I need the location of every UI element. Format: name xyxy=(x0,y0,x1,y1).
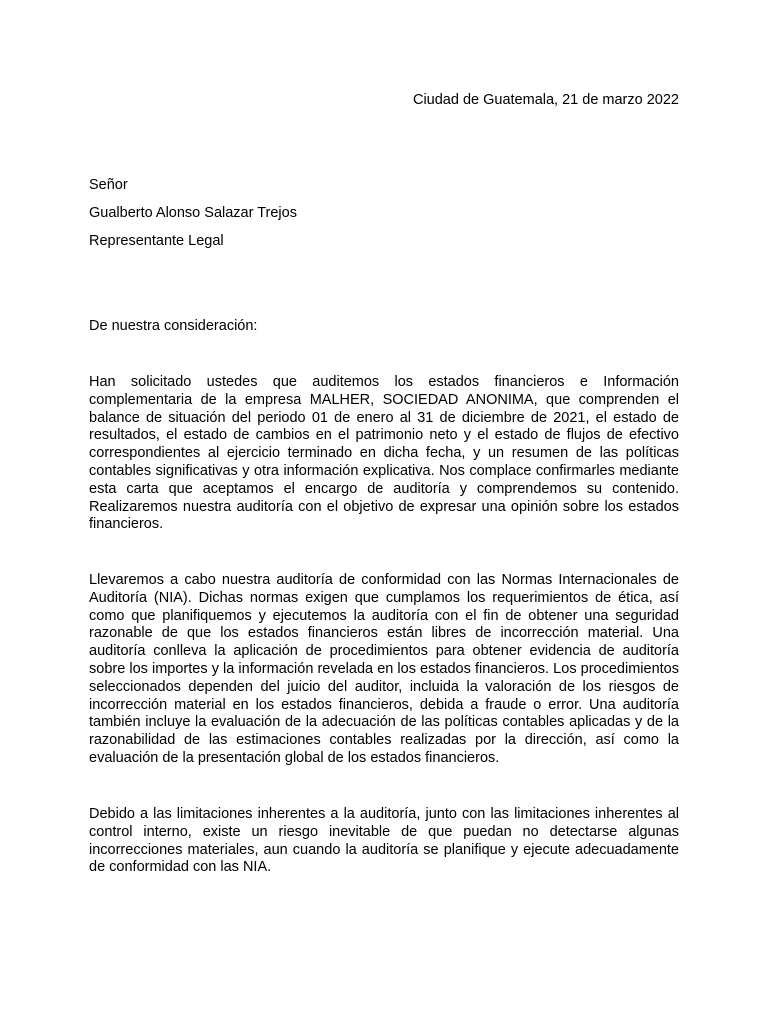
paragraph-engagement: Han solicitado ustedes que auditemos los estados financieros e Información complementaria de la empresa MALHER, SOCIEDAD ANONIMA, que comprenden el balance de situación del periodo 01 de enero al 31 de diciembre de 2021, el estado de resultados, el estado de cambios en el patrimonio neto y el estado de flujos de efectivo correspondientes al ejercicio terminado en dicha fecha, y un resumen de las políticas contables significativas y otra información explicativa. Nos complace confirmarles mediante esta carta que aceptamos el encargo de auditoría y comprendemos su contenido. Realizaremos nuestra auditoría con el objetivo de expresar una opinión sobre los estados financieros. xyxy=(89,374,679,533)
letter-salutation: De nuestra consideración: xyxy=(89,318,258,334)
recipient-name: Gualberto Alonso Salazar Trejos xyxy=(89,205,297,221)
letter-date: Ciudad de Guatemala, 21 de marzo 2022 xyxy=(412,92,679,108)
paragraph-limitations: Debido a las limitaciones inherentes a la auditoría, junto con las limitaciones inherentes al control interno, existe un riesgo inevitable de que puedan no detectarse algunas incorrecciones materiales, aun cuando la auditoría se planifique y ejecute adecuadamente de conformidad con las NIA. xyxy=(89,806,679,876)
recipient-position: Representante Legal xyxy=(89,233,224,249)
recipient-title: Señor xyxy=(89,177,128,193)
paragraph-audit-standards: Llevaremos a cabo nuestra auditoría de conformidad con las Normas Internacionales de Auditoría (NIA). Dichas normas exigen que cumplamos los requerimientos de ética, así como que planifiquemos y ejecutemos la auditoría con el fin de obtener una seguridad razonable de que los estados financieros están libres de incorrección material. Una auditoría conlleva la aplicación de procedimientos para obtener evidencia de auditoría sobre los importes y la información revelada en los estados financieros. Los procedimientos seleccionados dependen del juicio del auditor, incluida la valoración de los riesgos de incorrección material en los estados financieros, debida a fraude o error. Una auditoría también incluye la evaluación de la adecuación de las políticas contables aplicadas y de la razonabilidad de las estimaciones contables realizadas por la dirección, así como la evaluación de la presentación global de los estados financieros. xyxy=(89,572,679,766)
